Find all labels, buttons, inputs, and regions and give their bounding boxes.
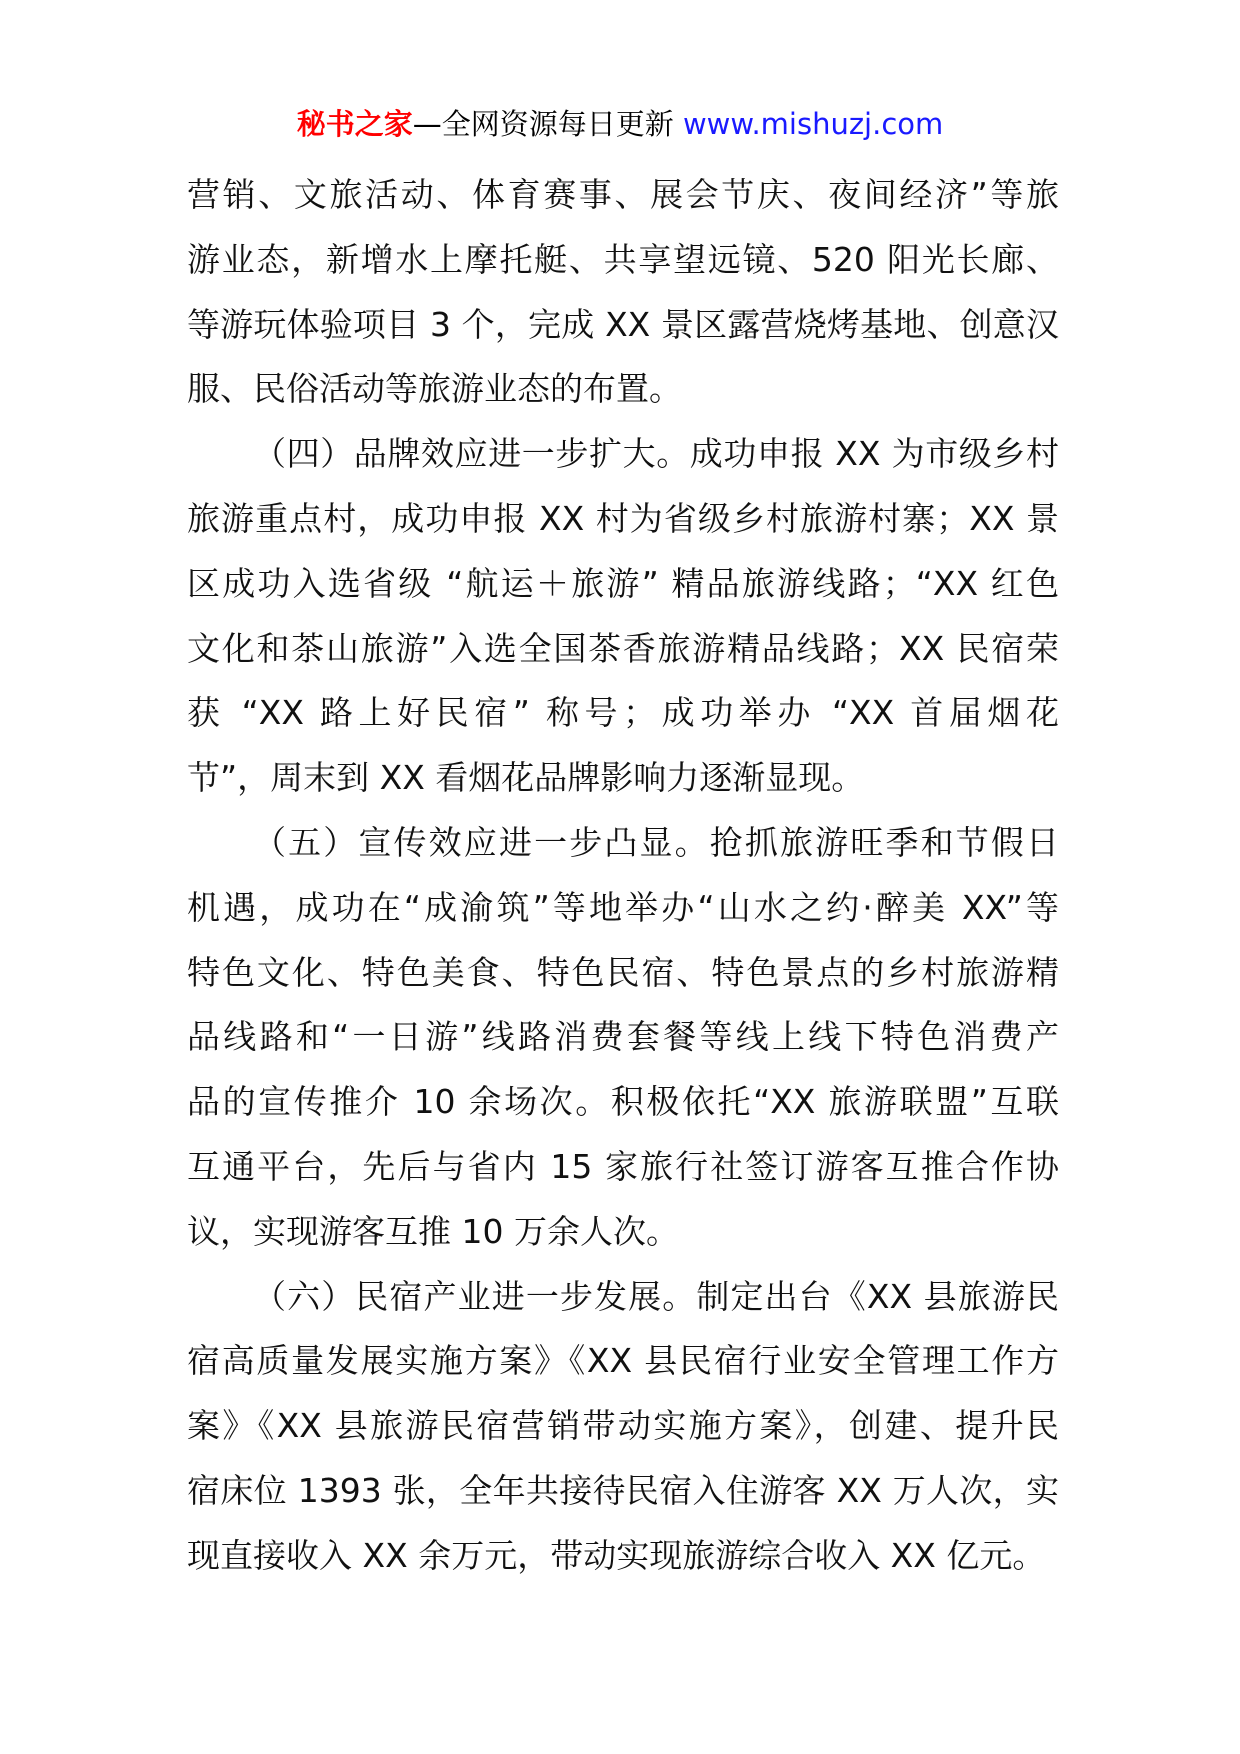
page-header: [0, 104, 1240, 144]
text-line: 区成功入选省级 “航运＋旅游” 精品旅游线路；“XX 红色: [187, 563, 1059, 603]
text-line: 议，实现游客互推 10 万余人次。: [187, 1211, 679, 1251]
text-line: 互通平台，先后与省内 15 家旅行社签订游客互推合作协: [187, 1146, 1059, 1186]
paragraph-heading-line: （四）品牌效应进一步扩大。成功申报 XX 为市级乡村: [253, 434, 1059, 474]
text-line: 现直接收入 XX 余万元，带动实现旅游综合收入 XX 亿元。: [187, 1535, 1046, 1575]
text-line: 品的宣传推介 10 余场次。积极依托“XX 旅游联盟”互联: [187, 1082, 1059, 1122]
text-line: 机遇，成功在“成渝筑”等地举办“山水之约·醉美 XX”等: [187, 887, 1059, 927]
text-line: 获 “XX 路上好民宿” 称号；成功举办 “XX 首届烟花: [187, 693, 1059, 733]
brand-name: 秘书之家: [296, 107, 413, 141]
header-tagline: —全网资源每日更新: [412, 107, 674, 141]
text-line: 文化和茶山旅游”入选全国茶香旅游精品线路；XX 民宿荣: [187, 628, 1059, 668]
text-line: 游业态，新增水上摩托艇、共享望远镜、520 阳光长廊、: [187, 239, 1059, 279]
paragraph-heading-line: （六）民宿产业进一步发展。制定出台《XX 县旅游民: [253, 1276, 1059, 1316]
text-line: 服、民俗活动等旅游业态的布置。: [187, 369, 682, 409]
text-line: 营销、文旅活动、体育赛事、展会节庆、夜间经济”等旅: [187, 175, 1059, 214]
paragraph-heading-line: （五）宣传效应进一步凸显。抢抓旅游旺季和节假日: [253, 822, 1059, 862]
text-line: 等游玩体验项目 3 个，完成 XX 景区露营烧烤基地、创意汉: [187, 304, 1059, 344]
text-line: 案》《XX 县旅游民宿营销带动实施方案》，创建、提升民: [187, 1406, 1059, 1446]
site-url-link[interactable]: www.mishuzj.com: [682, 107, 944, 141]
text-line: 节”，周末到 XX 看烟花品牌影响力逐渐显现。: [187, 758, 865, 798]
document-body: [187, 163, 1059, 1589]
text-line: 宿床位 1393 张，全年共接待民宿入住游客 XX 万人次，实: [187, 1470, 1059, 1510]
text-line: 宿高质量发展实施方案》《XX 县民宿行业安全管理工作方: [187, 1341, 1059, 1381]
text-line: 特色文化、特色美食、特色民宿、特色景点的乡村旅游精: [187, 952, 1059, 992]
text-line: 品线路和“一日游”线路消费套餐等线上线下特色消费产: [187, 1017, 1059, 1057]
text-line: 旅游重点村，成功申报 XX 村为省级乡村旅游村寨；XX 景: [187, 498, 1059, 538]
